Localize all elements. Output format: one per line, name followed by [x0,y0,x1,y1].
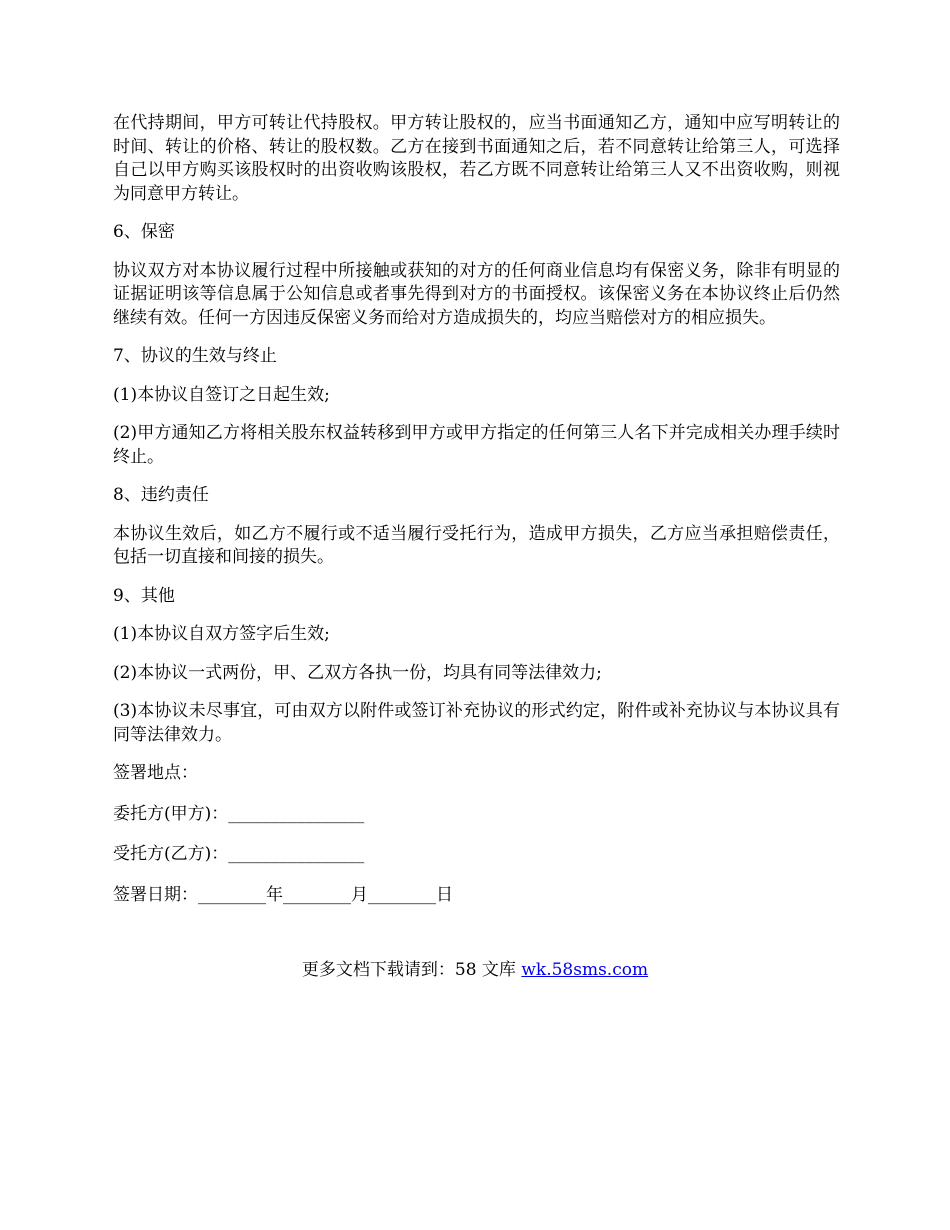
effect-clause-2: (2)甲方通知乙方将相关股东权益转移到甲方或甲方指定的任何第三人名下并完成相关办理手续时终止。 [113,423,840,467]
section-heading-effect-termination: 7、协议的生效与终止 [113,346,277,366]
section-heading-confidentiality: 6、保密 [113,222,175,242]
footer-link[interactable]: wk.58sms.com [521,960,649,980]
section-heading-other: 9、其他 [113,585,175,606]
section-heading-liability: 8、违约责任 [113,485,209,505]
effect-clause-1: (1)本协议自签订之日起生效; [113,384,330,405]
signing-date-line: 签署日期：________年________月________日 [113,884,453,905]
principal-signature-line: 委托方(甲方)：________________ [113,803,365,824]
other-clause-3: (3)本协议未尽事宜，可由双方以附件或签订补充协议的形式约定，附件或补充协议与本协议具有同等法律效力。 [113,701,840,745]
confidentiality-paragraph: 协议双方对本协议履行过程中所接触或获知的对方的任何商业信息均有保密义务，除非有明显的证据证明该等信息属于公知信息或者事先得到对方的书面授权。该保密义务在本协议终止后仍然继续有效。任何一方因违反保密义务而给对方造成损失的，均应当赔偿对方的相应损失。 [113,260,840,328]
other-clause-2: (2)本协议一式两份，甲、乙双方各执一份，均具有同等法律效力; [113,662,602,683]
download-footer [0,959,950,982]
liability-paragraph: 本协议生效后，如乙方不履行或不适当履行受托行为，造成甲方损失，乙方应当承担赔偿责任，包括一切直接和间接的损失。 [113,523,840,567]
signing-place: 签署地点： [113,763,198,783]
footer-text: 更多文档下载请到：58 文库 [301,960,522,980]
other-clause-1: (1)本协议自双方签字后生效; [113,624,330,644]
document-body [113,112,840,924]
transfer-clause-paragraph: 在代持期间，甲方可转让代持股权。甲方转让股权的，应当书面通知乙方，通知中应写明转让的时间、转让的价格、转让的股权数。乙方在接到书面通知之后，若不同意转让给第三人，可选择自己以甲方购买该股权时的出资收购该股权，若乙方既不同意转让给第三人又不出资收购，则视为同意甲方转让。 [113,113,840,204]
agent-signature-line: 受托方(乙方)：________________ [113,844,365,864]
